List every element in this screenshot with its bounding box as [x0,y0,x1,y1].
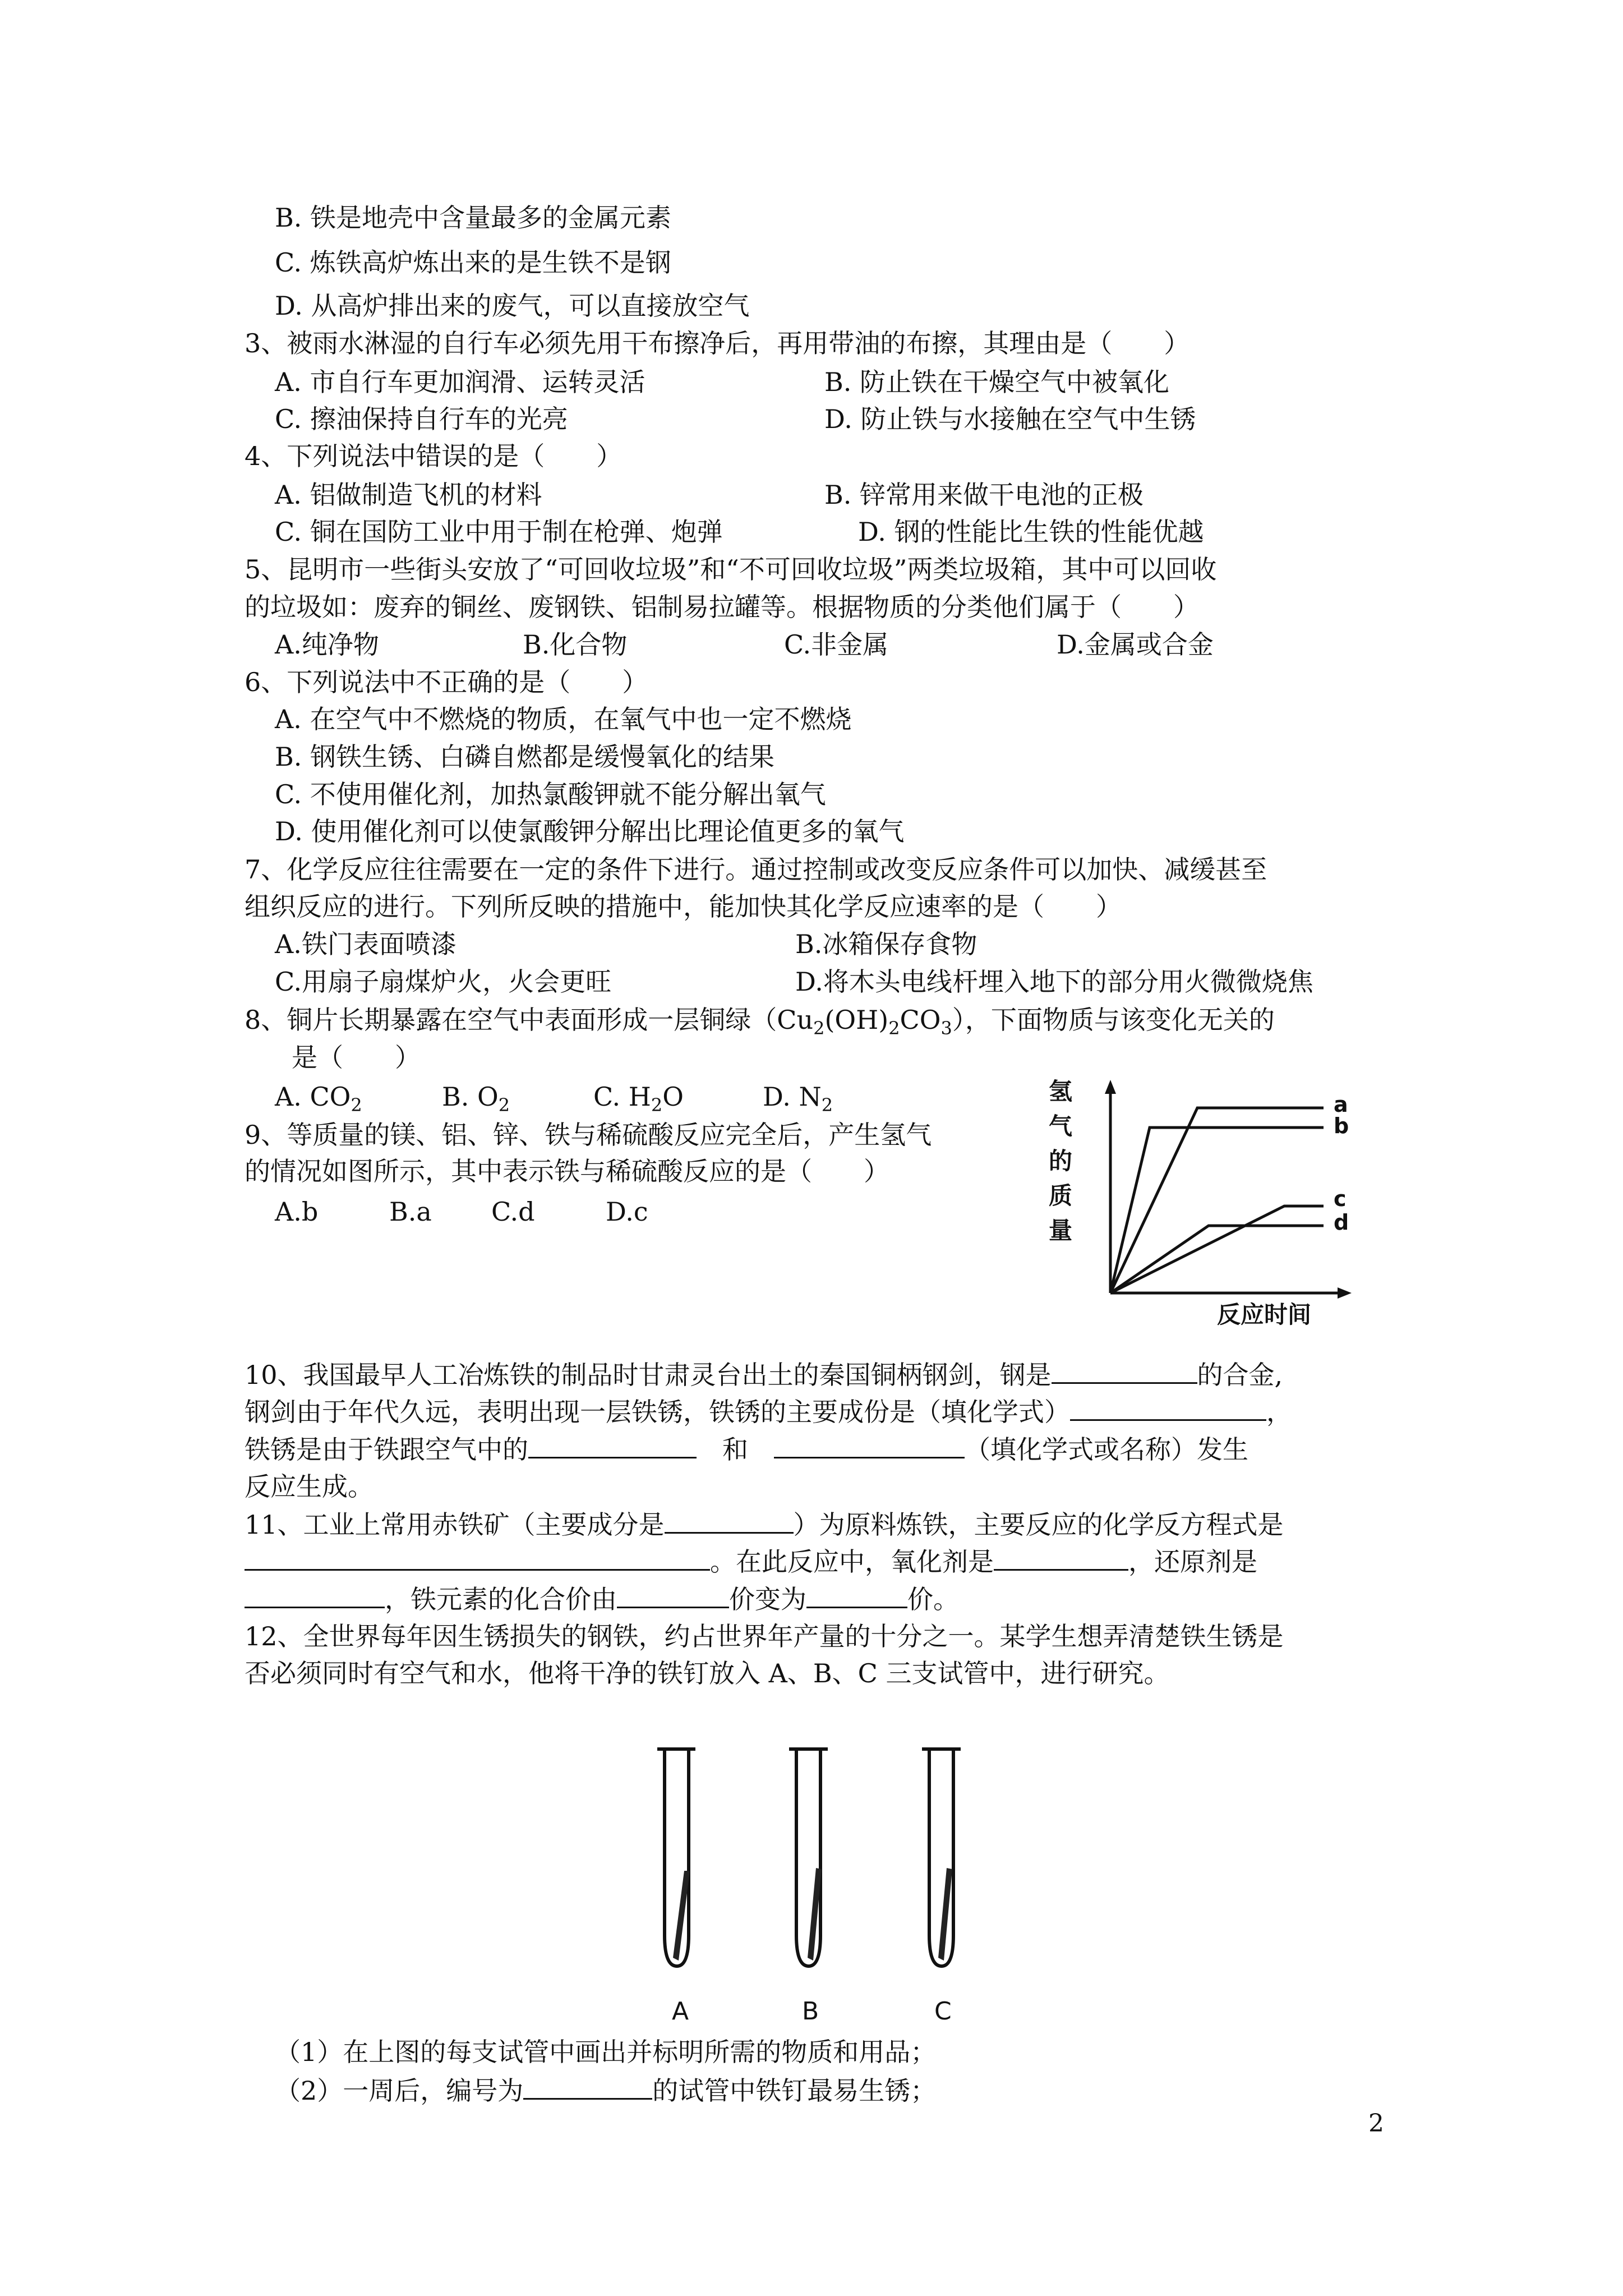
q6-option-a: A. 在空气中不燃烧的物质，在氧气中也一定不燃烧 [275,704,852,734]
q8-option-a: A. $CO_2$ [275,1082,362,1116]
q11-line2: 。在此反应中，氧化剂是 ，还原剂是 [245,1544,1257,1579]
test-tube-a [657,1749,695,1966]
q6-option-d: D. 使用催化剂可以使氯酸钾分解出比理论值更多的氧气 [275,816,905,846]
q6-option-c: C. 不使用催化剂，加热氯酸钾就不能分解出氧气 [275,779,826,809]
q10-line3: 铁锈是由于铁跟空气中的 和 （填化学式或名称）发生 [245,1432,1248,1466]
q2-option-c: C. 炼铁高炉炼出来的是生铁不是钢 [275,247,671,278]
q11-line1: 11、工业上常用赤铁矿（主要成分是 ）为原料炼铁，主要反应的化学反方程式是 [245,1507,1284,1542]
q10-line1: 10、我国最早人工冶炼铁的制品时甘肃灵台出土的秦国铜柄钢剑，钢是 的合金, [245,1358,1283,1392]
q8-option-b: B. $O_2$ [442,1082,510,1116]
q7-stem-line2: 组织反应的进行。下列所反映的措施中，能加快其化学反应速率的是（ ） [245,891,1122,922]
q4-stem: 4、下列说法中错误的是（ ） [245,441,623,471]
q12-line2: 否必须同时有空气和水，他将干净的铁钉放入 A、B、C 三支试管中，进行研究。 [245,1658,1170,1688]
ylabel-char-4: 质 [1049,1182,1073,1209]
q3-option-c: C. 擦油保持自行车的光亮 [275,404,568,434]
q9-option-d: D.c [606,1197,648,1227]
test-tubes-figure [617,1733,1009,2036]
q5-option-d: D.金属或合金 [1057,629,1214,660]
q7-stem-line1: 7、化学反应往往需要在一定的条件下进行。通过控制或改变反应条件可以加快、减缓甚至 [245,854,1267,885]
q10-line4: 反应生成。 [245,1471,374,1502]
q9-stem-line1: 9、等质量的镁、铝、锌、铁与稀硫酸反应完全后，产生氢气 [245,1120,932,1150]
q8-stem-line2: 是（ ） [292,1042,421,1073]
q2-option-d: D. 从高炉排出来的废气，可以直接放空气 [275,291,750,321]
q9-option-c: C.d [491,1197,535,1227]
q12-line1: 12、全世界每年因生锈损失的钢铁，约占世界年产量的十分之一。某学生想弄清楚铁生锈是 [245,1621,1284,1651]
q8-option-c: C. $H_2O$ [593,1082,684,1116]
q3-option-d: D. 防止铁与水接触在空气中生锈 [824,404,1196,434]
q4-option-c: C. 铜在国防工业中用于制在枪弹、炮弹 [275,517,723,547]
q11-line3: ，铁元素的化合价由 价变为 价。 [245,1582,959,1616]
q5-stem-line2: 的垃圾如：废弃的铜丝、废钢铁、铝制易拉罐等。根据物质的分类他们属于（ ） [245,592,1199,622]
q8-stem-line1: 8、铜片长期暴露在空气中表面形成一层铜绿$(Cu_2(OH)_2CO_3)$，下面物质与该变化无关的 [245,1005,1275,1039]
curve-d [1110,1226,1324,1293]
q4-option-a: A. 铝做制造飞机的材料 [275,480,542,510]
q4-option-b: B. 锌常用来做干电池的正极 [824,480,1144,510]
q6-option-b: B. 钢铁生锈、白磷自燃都是缓慢氧化的结果 [275,742,775,772]
q5-stem-line1: 5、昆明市一些街头安放了“可回收垃圾”和“不可回收垃圾”两类垃圾箱，其中可以回收 [245,554,1217,585]
q7-option-a: A.铁门表面喷漆 [275,929,457,959]
curve-b [1110,1128,1324,1293]
q12-subquestion-1: （1）在上图的每支试管中画出并标明所需的物质和用品； [275,2037,937,2067]
q7-option-b: B.冰箱保存食物 [795,929,978,959]
tube-label-c: C [934,1997,952,2026]
q4-option-d: D. 钢的性能比生铁的性能优越 [858,517,1204,547]
q3-option-a: A. 市自行车更加润滑、运转灵活 [275,367,645,397]
test-tube-b [789,1749,828,1966]
q7-option-d: D.将木头电线杆埋入地下的部分用火微微烧焦 [795,967,1313,997]
q5-option-a: A.纯净物 [275,629,379,660]
q12-subquestion-2: （2）一周后，编号为 的试管中铁钉最易生锈； [275,2073,936,2108]
test-tube-c [922,1749,961,1966]
y-axis-label [1049,1078,1072,1244]
page-number: 2 [1368,2109,1384,2138]
curve-label-a: a [1334,1092,1348,1117]
tube-label-a: A [672,1997,689,2026]
curve-label-b: b [1334,1114,1349,1138]
q10-line2: 钢剑由于年代久远，表明出现一层铁锈，铁锈的主要成份是（填化学式） ， [245,1395,1292,1429]
q9-option-a: A.b [275,1197,319,1227]
x-axis-label: 反应时间 [1217,1301,1312,1328]
y-axis-arrow [1105,1080,1116,1094]
curve-a [1110,1108,1324,1293]
q5-option-b: B.化合物 [523,629,628,660]
curve-c [1110,1206,1324,1293]
hydrogen-mass-graph [1049,1071,1363,1329]
ylabel-char-3: 的 [1049,1147,1073,1175]
ylabel-char-2: 气 [1049,1112,1073,1140]
tube-label-b: B [802,1997,819,2026]
q5-option-c: C.非金属 [784,629,889,660]
curve-label-c: c [1334,1186,1347,1211]
curve-label-d: d [1334,1210,1349,1235]
x-axis-arrow [1338,1287,1352,1299]
q3-stem: 3、被雨水淋湿的自行车必须先用干布擦净后，再用带油的布擦，其理由是（ ） [245,328,1190,358]
q6-stem: 6、下列说法中不正确的是（ ） [245,667,648,697]
q9-option-b: B.a [389,1197,432,1227]
iron-nail-c [938,1868,952,1961]
ylabel-char-1: 氢 [1049,1078,1073,1105]
q2-option-b: B. 铁是地壳中含量最多的金属元素 [275,203,672,233]
ylabel-char-5: 量 [1049,1217,1073,1244]
q3-option-b: B. 防止铁在干燥空气中被氧化 [824,367,1170,397]
q9-stem-line2: 的情况如图所示，其中表示铁与稀硫酸反应的是（ ） [245,1156,889,1186]
q8-option-d: D. $N_2$ [763,1082,833,1116]
q7-option-c: C.用扇子扇煤炉火，火会更旺 [275,967,612,997]
